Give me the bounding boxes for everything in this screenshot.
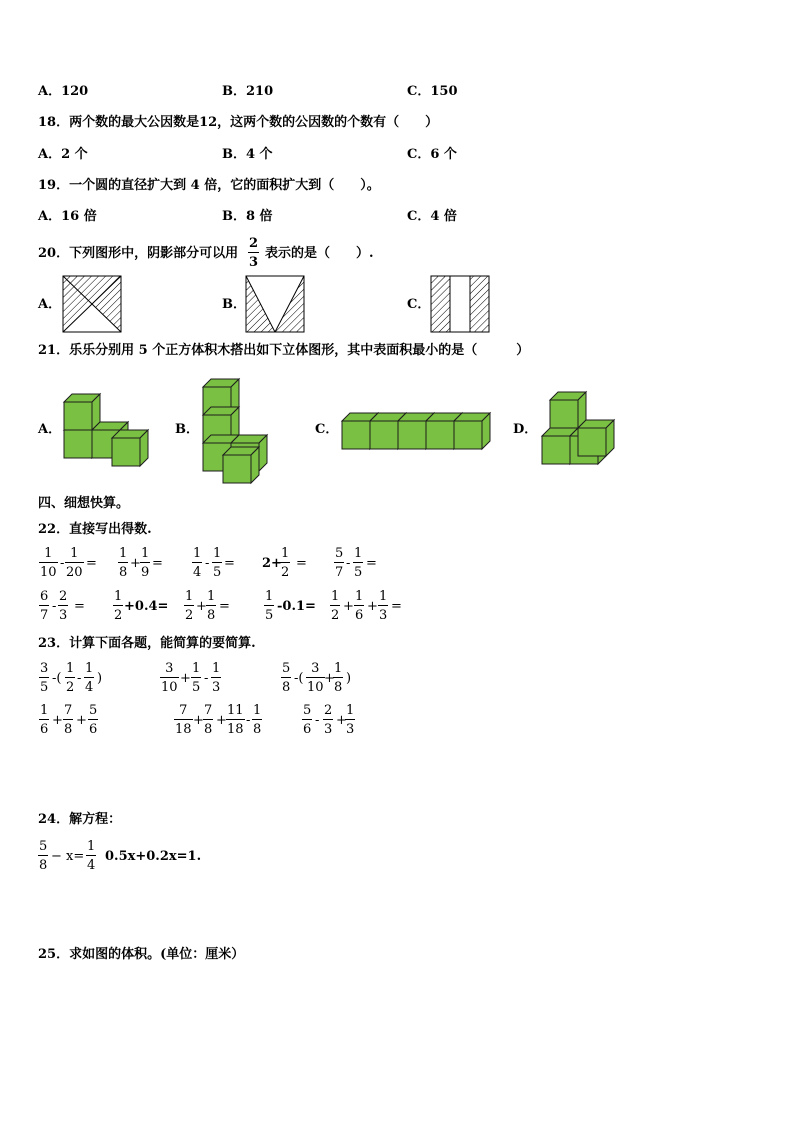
- q23-e2-s2: -: [204, 671, 209, 686]
- figD-cube-back-right: [578, 420, 614, 456]
- q22-t5-op: -: [346, 556, 351, 571]
- q23-e1-s1: -(: [52, 671, 62, 686]
- q25-stem: 25．求如图的体积。(单位：厘米）: [38, 947, 245, 962]
- q23-e2-frac3: $\frac{1}{3}$: [212, 661, 221, 695]
- q20-figure-a: [63, 276, 121, 332]
- q22-t5-frac2: $\frac{1}{5}$: [354, 546, 363, 580]
- q23-e1-frac1: $\frac{3}{5}$: [40, 661, 49, 695]
- q22-t6-op: -: [52, 599, 57, 614]
- q23-e5-frac3: $\frac{11}{18}$: [227, 703, 244, 737]
- q22-t4-eq: =: [296, 556, 307, 571]
- q19-stem: 19．一个圆的直径扩大到 4 倍，它的面积扩大到（ ）。: [38, 178, 380, 193]
- figA-cube-front-right: [112, 430, 148, 466]
- q22-t10-frac3: $\frac{1}{3}$: [379, 589, 388, 623]
- q22-t10-op1: +: [343, 599, 354, 614]
- q17-option-b: B．210: [222, 84, 274, 99]
- q23-e5-s1: +: [193, 713, 204, 728]
- q23-e1-s3: ): [97, 671, 103, 686]
- q23-e4-frac1: $\frac{1}{6}$: [40, 703, 49, 737]
- q20-stem-after: 表示的是（ ）.: [265, 246, 374, 261]
- q23-e6-s1: -: [315, 713, 320, 728]
- q18-option-c: C．6 个: [407, 147, 457, 162]
- q23-e2-s1: +: [180, 671, 191, 686]
- q20-stem-before: 20．下列图形中，阴影部分可以用: [38, 246, 239, 261]
- q22-t6-frac2: $\frac{2}{3}$: [59, 589, 68, 623]
- q23-e6-frac3: $\frac{1}{3}$: [346, 703, 355, 737]
- q22-t1-op: -: [60, 556, 65, 571]
- q23-e5-frac1: $\frac{7}{18}$: [175, 703, 192, 737]
- q22-t8-eq: =: [219, 599, 230, 614]
- q23-e5-s2: +: [216, 713, 227, 728]
- q22-t10-frac1: $\frac{1}{2}$: [331, 589, 340, 623]
- q22-t7-frac1: $\frac{1}{2}$: [114, 589, 123, 623]
- q23-e3-frac2: $\frac{3}{10}$: [307, 661, 324, 695]
- q24-frac2: $\frac{1}{4}$: [87, 839, 96, 873]
- q22-t10-op2: +: [367, 599, 378, 614]
- figD-cube-top: [550, 392, 586, 428]
- q23-e5-frac2: $\frac{7}{8}$: [204, 703, 213, 737]
- q21-figure-d: [540, 390, 616, 466]
- figA-cube-top: [64, 394, 100, 430]
- q20-option-a: A．: [38, 297, 62, 312]
- q20-figure-c: [431, 276, 489, 332]
- q17-option-c: C．150: [407, 84, 458, 99]
- q22-t3-op: -: [205, 556, 210, 571]
- q21-option-d: D．: [513, 422, 538, 437]
- q22-t10-eq: =: [391, 599, 402, 614]
- q22-t1-eq: =: [86, 556, 97, 571]
- q22-t4-pre: 2+: [262, 556, 282, 571]
- q22-t8-frac2: $\frac{1}{8}$: [207, 589, 216, 623]
- q18-option-a: A．2 个: [38, 147, 88, 162]
- q21-stem: 21．乐乐分别用 5 个正方体积木搭出如下立体图形，其中表面积最小的是（ ）: [38, 343, 530, 358]
- q21-figure-c: [340, 409, 496, 451]
- q20-figure-b: [246, 276, 304, 332]
- q22-t2-frac2: $\frac{1}{9}$: [141, 546, 150, 580]
- q22-t1-frac2: $\frac{1}{20}$: [66, 546, 83, 580]
- q23-e6-s2: +: [336, 713, 347, 728]
- q23-e2-frac2: $\frac{1}{5}$: [192, 661, 201, 695]
- q17-option-a: A．120: [38, 84, 89, 99]
- q20c-shaded-left: [431, 276, 450, 332]
- q23-e6-frac1: $\frac{5}{6}$: [303, 703, 312, 737]
- q23-e3-s1: -(: [294, 671, 304, 686]
- q19-option-b: B．8 倍: [222, 209, 273, 224]
- q24-equation-2: 0.5x+0.2x=1.: [105, 849, 202, 864]
- q23-e3-frac1: $\frac{5}{8}$: [282, 661, 291, 695]
- q18-stem: 18．两个数的最大公因数是12，这两个数的公因数的个数有（ ）: [38, 115, 439, 130]
- q22-t1-frac1: $\frac{1}{10}$: [40, 546, 57, 580]
- q23-e3-s3: ): [346, 671, 352, 686]
- q23-e1-frac2: $\frac{1}{2}$: [66, 661, 75, 695]
- q22-t2-eq: =: [152, 556, 163, 571]
- q24-mid: − x=: [51, 849, 85, 864]
- q22-t3-eq: =: [224, 556, 235, 571]
- q22-t2-frac1: $\frac{1}{8}$: [119, 546, 128, 580]
- q22-t8-op: +: [196, 599, 207, 614]
- q23-e4-frac2: $\frac{7}{8}$: [64, 703, 73, 737]
- figB-cube-front: [223, 447, 259, 483]
- q23-e4-frac3: $\frac{5}{6}$: [89, 703, 98, 737]
- q23-e3-s2: +: [324, 671, 335, 686]
- q20c-shaded-right: [470, 276, 489, 332]
- q22-t3-frac2: $\frac{1}{5}$: [213, 546, 222, 580]
- q23-e2-frac1: $\frac{3}{10}$: [161, 661, 178, 695]
- q23-e1-frac3: $\frac{1}{4}$: [85, 661, 94, 695]
- q23-e4-s1: +: [52, 713, 63, 728]
- q22-t10-frac2: $\frac{1}{6}$: [355, 589, 364, 623]
- q24-stem: 24．解方程：: [38, 812, 122, 827]
- q20-fraction: $\frac{2}{3}$: [249, 236, 259, 270]
- q23-stem: 23．计算下面各题，能简算的要简算.: [38, 636, 256, 651]
- q21-option-c: C．: [315, 422, 339, 437]
- q22-t5-frac1: $\frac{5}{7}$: [335, 546, 344, 580]
- q23-e5-frac4: $\frac{1}{8}$: [253, 703, 262, 737]
- q23-e5-s3: -: [246, 713, 251, 728]
- q21-figure-a: [60, 392, 160, 468]
- figC-cube-5: [454, 413, 490, 449]
- q19-option-c: C．4 倍: [407, 209, 457, 224]
- q23-e6-frac2: $\frac{2}{3}$: [324, 703, 333, 737]
- q19-option-a: A．16 倍: [38, 209, 97, 224]
- q20-option-c: C．: [407, 297, 431, 312]
- q22-stem: 22．直接写出得数.: [38, 522, 152, 537]
- q22-t4-frac1: $\frac{1}{2}$: [281, 546, 290, 580]
- section-four-title: 四、细想快算。: [38, 496, 130, 511]
- q21-option-b: B．: [175, 422, 199, 437]
- q23-e3-frac3: $\frac{1}{8}$: [334, 661, 343, 695]
- q22-t8-frac1: $\frac{1}{2}$: [185, 589, 194, 623]
- q23-e1-s2: -: [77, 671, 82, 686]
- q22-t2-op: +: [130, 556, 141, 571]
- q23-e4-s2: +: [76, 713, 87, 728]
- q20-option-b: B．: [222, 297, 246, 312]
- q22-t6-eq: =: [74, 599, 85, 614]
- q22-t7-post: +0.4=: [124, 599, 169, 614]
- q22-t3-frac1: $\frac{1}{4}$: [193, 546, 202, 580]
- q22-t9-frac1: $\frac{1}{5}$: [265, 589, 274, 623]
- q22-t9-post: -0.1=: [277, 599, 316, 614]
- q24-frac1: $\frac{5}{8}$: [39, 839, 48, 873]
- q21-option-a: A．: [38, 422, 62, 437]
- q21-figure-b: [199, 375, 275, 487]
- q22-t6-frac1: $\frac{6}{7}$: [40, 589, 49, 623]
- q22-t5-eq: =: [366, 556, 377, 571]
- q18-option-b: B．4 个: [222, 147, 273, 162]
